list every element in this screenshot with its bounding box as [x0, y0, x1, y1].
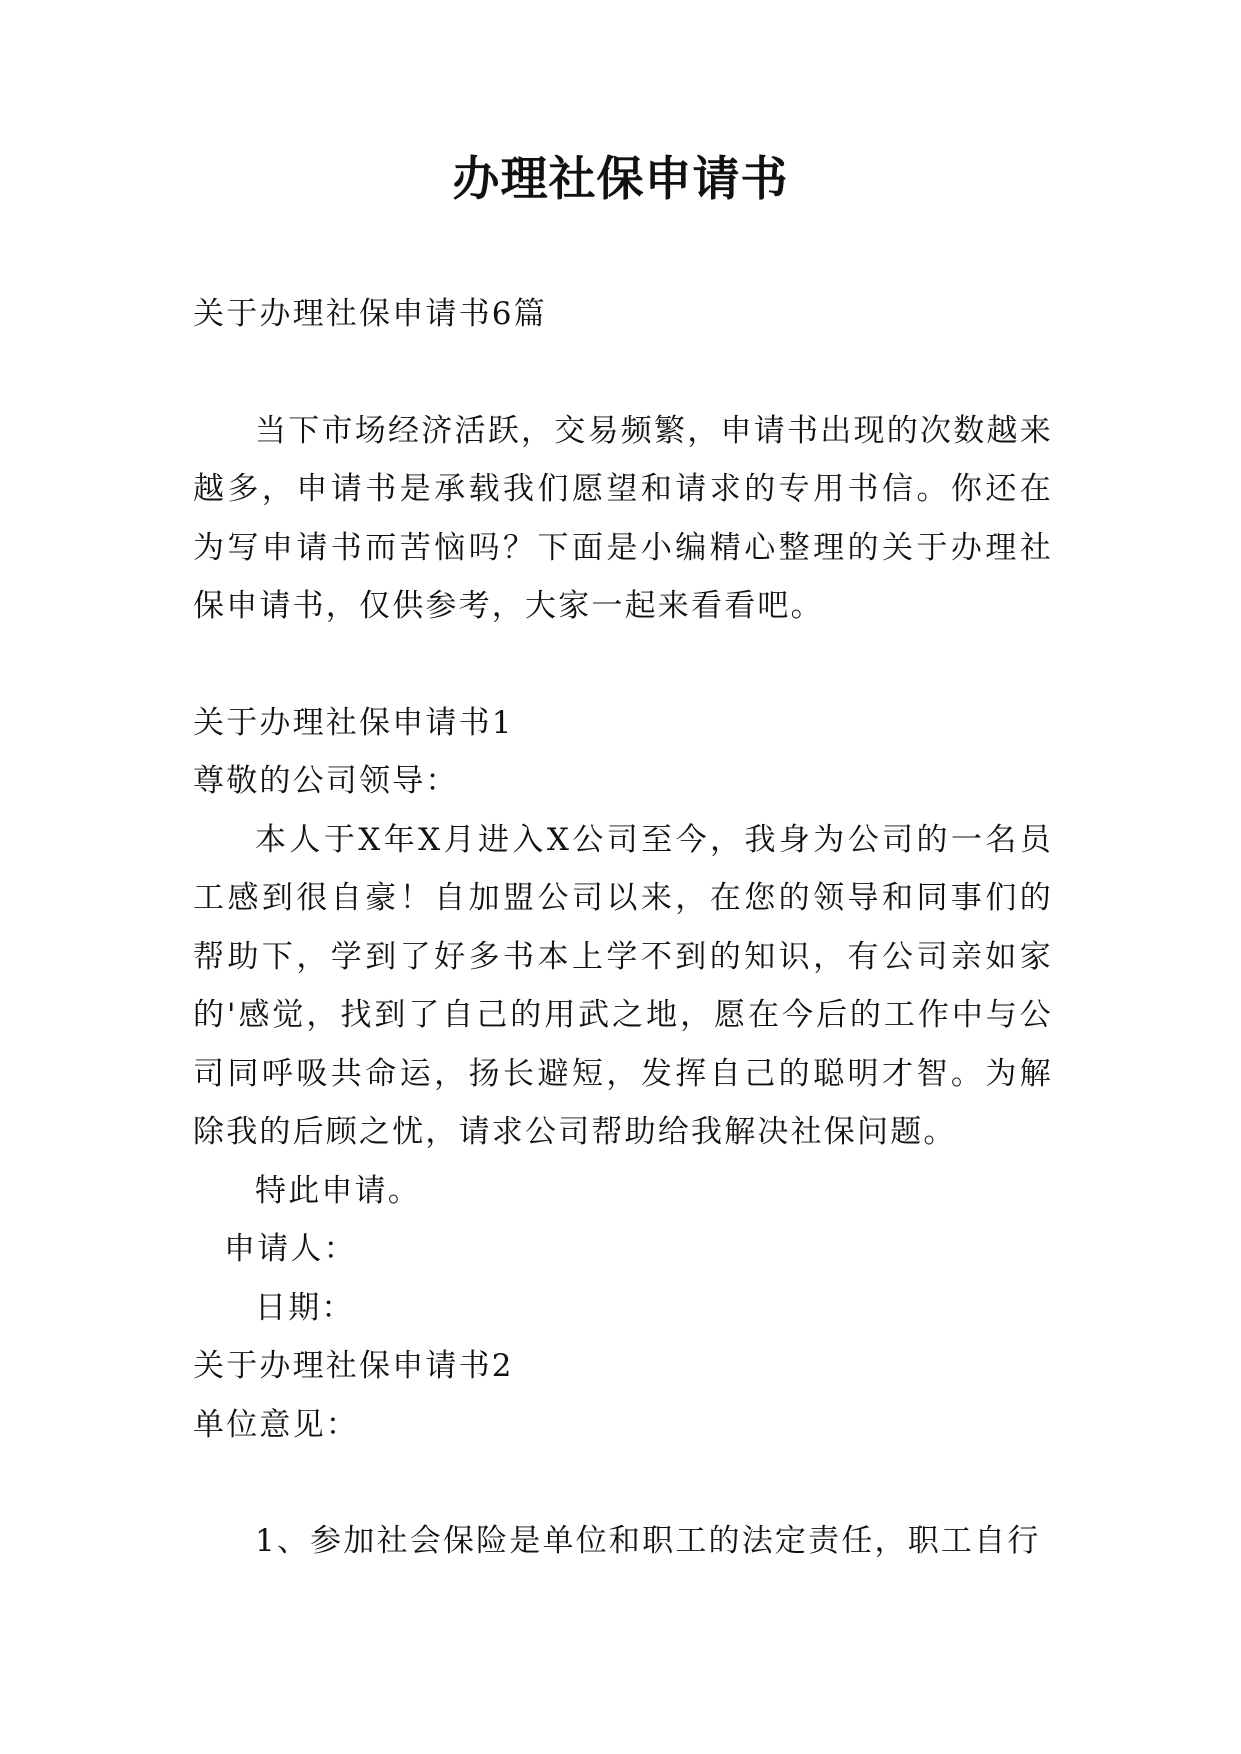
section1-heading: 关于办理社保申请书1: [193, 704, 514, 741]
section1-body: 本人于X年X月进入X公司至今，我身为公司的一名员工感到很自豪！自加盟公司以来，在您的领导和同事们的帮助下，学到了好多书本上学不到的知识，有公司亲如家的'感觉，找到了自己的用武之地，愿在今后的工作中与公司同呼吸共命运，扬长避短，发挥自己的聪明才智。为解除我的后顾之忧，请求公司帮助给我解决社保问题。: [193, 821, 1053, 1150]
document-body: [193, 285, 1053, 1571]
section2-item-1: 1、参加社会保险是单位和职工的法定责任，职工自行: [255, 1523, 1041, 1559]
intro-paragraph: 当下市场经济活跃，交易频繁，申请书出现的次数越来越多，申请书是承载我们愿望和请求的专用书信。你还在为写申请书而苦恼吗？下面是小编精心整理的关于办理社保申请书，仅供参考，大家一起来看看吧。: [193, 412, 1053, 624]
section1-applicant: 申请人：: [224, 1231, 357, 1267]
section1-date: 日期：: [255, 1289, 355, 1326]
document-title: 办理社保申请书: [452, 152, 789, 207]
document-subtitle: 关于办理社保申请书6篇: [193, 296, 547, 332]
section2-label: 单位意见：: [193, 1406, 359, 1443]
section1-closing: 特此申请。: [255, 1172, 421, 1209]
section1-salutation: 尊敬的公司领导：: [193, 763, 459, 799]
section2-heading: 关于办理社保申请书2: [193, 1348, 514, 1384]
